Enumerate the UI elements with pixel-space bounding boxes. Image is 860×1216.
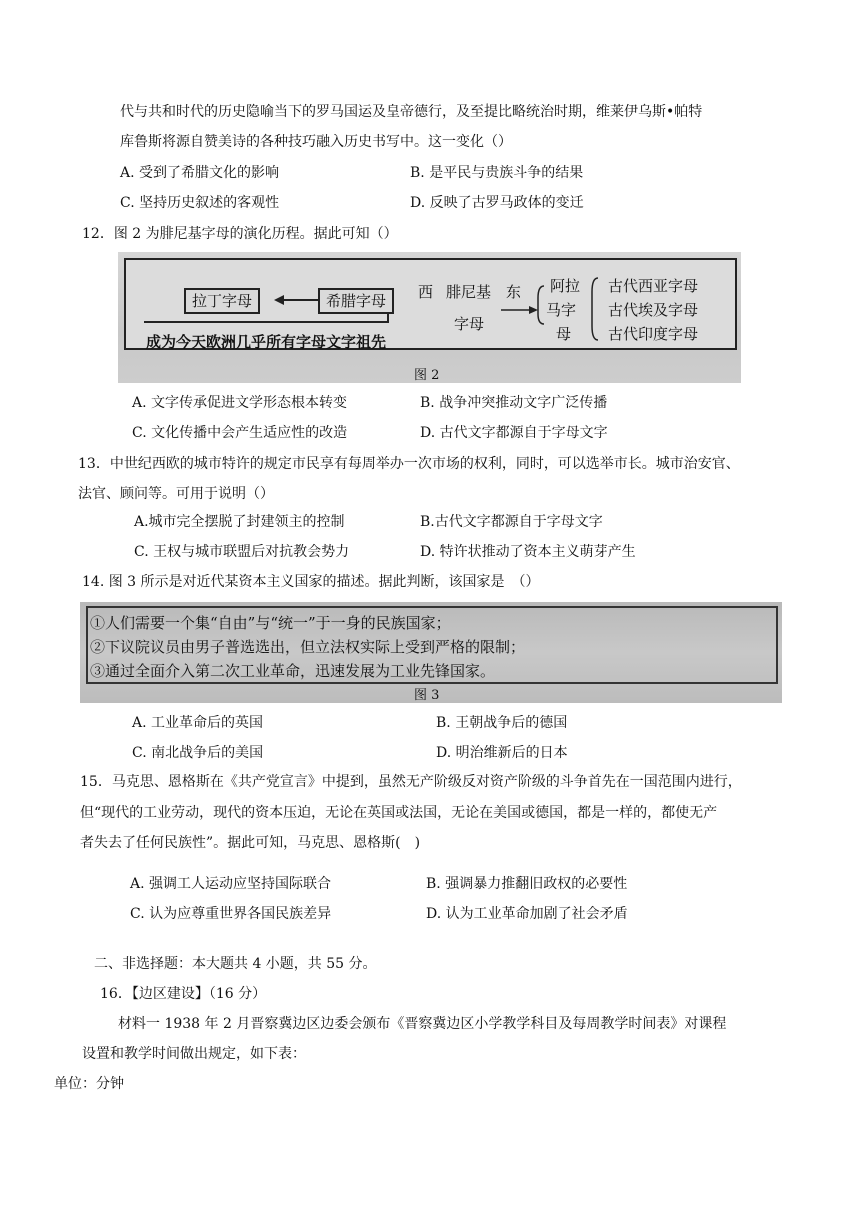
direction-west-label: 西 <box>418 283 434 301</box>
figure-2-bottom-note: 成为今天欧洲几乎所有字母文字祖先 <box>146 333 387 351</box>
q14-option-b: B. 王朝战争后的德国 <box>436 715 568 731</box>
aramaic-label-3: 母 <box>556 325 572 343</box>
ancient-egyptian-label: 古代埃及字母 <box>608 301 699 319</box>
figure-3-country-description <box>80 602 782 703</box>
greek-alphabet-box: 希腊字母 <box>318 288 394 314</box>
q15-text-line3: 者失去了任何民族性”。据此可知，马克思、恩格斯( ) <box>80 835 421 851</box>
direction-east-label: 东 <box>506 283 522 301</box>
q11-option-c: C. 坚持历史叙述的客观性 <box>120 195 280 211</box>
q15-option-a: A. 强调工人运动应坚持国际联合 <box>130 876 332 892</box>
q15-text-line1: 15．马克思、恩格斯在《共产党宣言》中提到，虽然无产阶级反对资产阶级的斗争首先在一国范围内进行， <box>80 774 742 790</box>
q13-option-c: C. 王权与城市联盟后对抗教会势力 <box>134 544 350 560</box>
phoenician-label-1: 腓尼基 <box>446 283 492 301</box>
q14-stem: 14. 图 3 所示是对近代某资本主义国家的描述。据此判断，该国家是 （） <box>82 574 540 590</box>
q16-material-line1: 材料一 1938 年 2 月晋察冀边区边委会颁布《晋察冀边区小学教学科目及每周教学时间表》对课程 <box>118 1016 727 1032</box>
latin-alphabet-box: 拉丁字母 <box>184 288 260 314</box>
q13-text-line1: 13．中世纪西欧的城市特许的规定市民享有每周举办一次市场的权利，同时，可以选举市长。城市治安官、 <box>78 456 740 472</box>
q11-option-d: D. 反映了古罗马政体的变迁 <box>410 195 584 211</box>
q16-material-line2: 设置和教学时间做出规定，如下表： <box>82 1046 306 1062</box>
q14-option-a: A. 工业革命后的英国 <box>132 715 264 731</box>
q16-unit-label: 单位：分钟 <box>54 1076 124 1092</box>
q12-option-b: B. 战争冲突推动文字广泛传播 <box>420 395 608 411</box>
q11-option-a: A. 受到了希腊文化的影响 <box>120 165 280 181</box>
q12-stem: 12．图 2 为腓尼基字母的演化历程。据此可知（） <box>82 226 398 242</box>
figure-3-caption: 图 3 <box>414 688 440 703</box>
q12-option-c: C. 文化传播中会产生适应性的改造 <box>132 425 348 441</box>
q13-option-a: A.城市完全摆脱了封建领主的控制 <box>134 514 345 530</box>
ancient-west-asian-label: 古代西亚字母 <box>608 277 699 295</box>
figure-3-item-1: ①人们需要一个集“自由”与“统一”于一身的民族国家； <box>90 614 451 632</box>
q15-option-b: B. 强调暴力推翻旧政权的必要性 <box>426 876 628 892</box>
section-2-heading: 二、非选择题：本大题共 4 小题，共 55 分。 <box>94 956 377 972</box>
q14-option-d: D. 明治维新后的日本 <box>436 745 568 761</box>
aramaic-label-2: 马字 <box>546 301 577 319</box>
q15-text-line2: 但“现代的工业劳动，现代的资本压迫，无论在英国或法国，无论在美国或德国，都是一样的，都使无产 <box>80 805 718 821</box>
q16-title: 16．【边区建设】（16 分） <box>100 986 267 1002</box>
q11-option-b: B. 是平民与贵族斗争的结果 <box>410 165 584 181</box>
q13-option-b: B.古代文字都源自于字母文字 <box>420 514 603 530</box>
q15-option-d: D. 认为工业革命加剧了社会矛盾 <box>426 906 628 922</box>
aramaic-label-1: 阿拉 <box>550 277 581 295</box>
ancient-indian-label: 古代印度字母 <box>608 325 699 343</box>
q11-text-line2: 库鲁斯将源自赞美诗的各种技巧融入历史书写中。这一变化（） <box>120 134 512 150</box>
figure-2-alphabet-evolution <box>118 252 741 383</box>
q15-option-c: C. 认为应尊重世界各国民族差异 <box>130 906 332 922</box>
phoenician-label-2: 字母 <box>454 315 485 333</box>
q14-option-c: C. 南北战争后的美国 <box>132 745 264 761</box>
q11-text-line1: 代与共和时代的历史隐喻当下的罗马国运及皇帝德行，及至提比略统治时期，维莱伊乌斯•帕特 <box>120 104 703 120</box>
figure-2-caption: 图 2 <box>414 368 440 383</box>
q13-option-d: D. 特许状推动了资本主义萌芽产生 <box>420 544 636 560</box>
q12-option-d: D. 古代文字都源自于字母文字 <box>420 425 608 441</box>
q12-option-a: A. 文字传承促进文学形态根本转变 <box>132 395 348 411</box>
q13-text-line2: 法官、顾问等。可用于说明（） <box>78 486 274 502</box>
figure-3-item-2: ②下议院议员由男子普选选出，但立法权实际上受到严格的限制； <box>90 638 526 656</box>
figure-3-item-3: ③通过全面介入第二次工业革命，迅速发展为工业先锋国家。 <box>90 662 496 680</box>
